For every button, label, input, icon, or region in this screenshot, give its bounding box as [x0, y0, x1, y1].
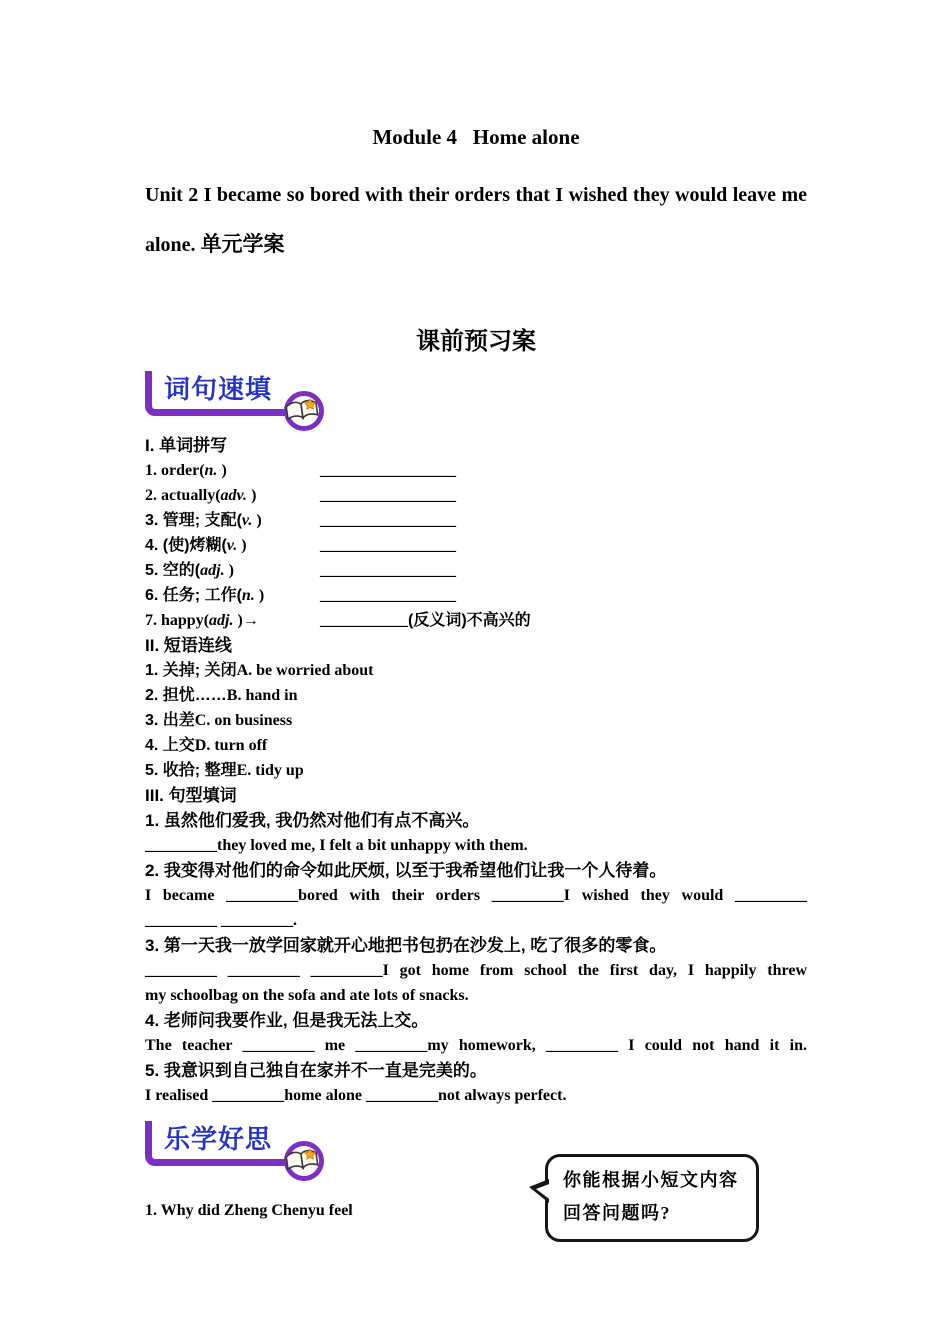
term-text: 1. order( [145, 462, 205, 479]
spelling-item-6 [145, 583, 807, 608]
answer-blank[interactable]: _________________ [320, 587, 456, 604]
matching-cn: 5. 收拾; 整理 [145, 762, 237, 779]
exercises [145, 433, 807, 1108]
spelling-item-5 [145, 558, 807, 583]
term-text: 4. (使)烤糊( [145, 537, 227, 554]
answer-blank[interactable]: _________________ [320, 537, 456, 554]
term-text: ) [252, 512, 262, 529]
spelling-item-3 [145, 508, 807, 533]
matching-cn: 1. 关掉; 关闭 [145, 662, 237, 679]
blank-suffix: (反义词)不高兴的 [408, 612, 531, 629]
part-of-speech: adj. [200, 562, 225, 579]
sentence-4-cn: 4. 老师问我要作业, 但是我无法上交。 [145, 1011, 429, 1030]
matching-item-1 [145, 658, 807, 683]
matching-item-3 [145, 708, 807, 733]
matching-cn: 2. 担忧…… [145, 687, 227, 704]
term-text: ) [254, 587, 265, 604]
spelling-item-2 [145, 483, 807, 508]
matching-item-4 [145, 733, 807, 758]
open-book-star-icon [280, 389, 326, 435]
term-text: 7. happy( [145, 612, 210, 629]
badge-think [145, 1121, 316, 1166]
part-of-speech: n. [241, 587, 255, 604]
sentence-4-en[interactable]: The teacher _________ me _________my homework, _________ I could not hand it in. [145, 1037, 807, 1054]
term-text: ) [237, 537, 247, 554]
part-of-speech: adj. [209, 612, 234, 629]
matching-option[interactable]: A. be worried about [236, 662, 374, 679]
matching-item-2 [145, 683, 807, 708]
speech-bubble [545, 1154, 759, 1242]
sentences-heading: III. 句型填词 [145, 786, 237, 805]
matching-option[interactable]: D. turn off [194, 737, 268, 754]
matching-option[interactable]: C. on business [194, 712, 293, 729]
answer-blank[interactable]: ___________ [320, 612, 408, 629]
badge-vocab [145, 371, 316, 416]
answer-blank[interactable]: _________________ [320, 512, 456, 529]
sentence-3-en-line-1[interactable]: _________ _________ _________I got home from school the first day, I happily threw [145, 962, 807, 979]
sentence-5-en[interactable]: I realised _________home alone _________not always perfect. [145, 1087, 567, 1104]
matching-heading: II. 短语连线 [145, 636, 232, 655]
answer-blank[interactable]: _________________ [320, 462, 456, 479]
term-text: 2. actually( [145, 487, 221, 504]
sentence-2-cn: 2. 我变得对他们的命令如此厌烦, 以至于我希望他们让我一个人待着。 [145, 861, 667, 880]
think-section [145, 1114, 807, 1314]
spelling-item-4 [145, 533, 807, 558]
term-text: 5. 空的( [145, 562, 201, 579]
speech-bubble-text: 你能根据小短文内容回答问题吗? [563, 1170, 739, 1223]
sentence-3-cn: 3. 第一天我一放学回家就开心地把书包扔在沙发上, 吃了很多的零食。 [145, 936, 667, 955]
answer-blank[interactable]: _________________ [320, 487, 456, 504]
sentence-1-en[interactable]: _________they loved me, I felt a bit unhappy with them. [145, 837, 528, 854]
matching-cn: 3. 出差 [145, 712, 195, 729]
unit-title [145, 170, 807, 270]
preview-section-heading: 课前预习案 [416, 328, 536, 355]
term-text: ) [247, 487, 257, 504]
matching-option[interactable]: B. hand in [226, 687, 298, 704]
sentence-1-cn: 1. 虽然他们爱我, 我仍然对他们有点不高兴。 [145, 811, 480, 830]
matching-item-5 [145, 758, 807, 783]
spelling-heading: I. 单词拼写 [145, 436, 228, 455]
comprehension-question: 1. Why did Zheng Chenyu feel [145, 1202, 353, 1219]
part-of-speech: n. [204, 462, 218, 479]
part-of-speech: v. [226, 537, 238, 554]
part-of-speech: v. [241, 512, 253, 529]
sentence-5-cn: 5. 我意识到自己独自在家并不一直是完美的。 [145, 1061, 487, 1080]
sentence-3-en-line-2: my schoolbag on the sofa and ate lots of snacks. [145, 987, 469, 1004]
answer-blank[interactable]: _________________ [320, 562, 456, 579]
spelling-item-7 [145, 608, 807, 633]
term-text: 6. 任务; 工作( [145, 587, 242, 604]
sentence-2-en-line-2[interactable]: _________ _________. [145, 912, 297, 929]
badge-vocab-label: 词句速填 [164, 374, 273, 404]
unit-title-en: Unit 2 I became so bored with their orders that I wished they would leave me alone. [145, 184, 807, 256]
part-of-speech: adv. [220, 487, 248, 504]
term-text: 3. 管理; 支配( [145, 512, 242, 529]
term-text: )→ [233, 612, 259, 629]
sentence-2-en-line-1[interactable]: I became _________bored with their orders _________I wished they would _________ [145, 887, 807, 904]
spelling-item-1 [145, 458, 807, 483]
badge-think-label: 乐学好思 [164, 1124, 273, 1154]
page-title: Module 4 Home alone [372, 125, 580, 149]
term-text: ) [224, 562, 234, 579]
term-text: ) [217, 462, 227, 479]
matching-cn: 4. 上交 [145, 737, 195, 754]
matching-option[interactable]: E. tidy up [236, 762, 304, 779]
open-book-star-icon [280, 1139, 326, 1185]
unit-title-zh: 单元学案 [200, 233, 285, 256]
